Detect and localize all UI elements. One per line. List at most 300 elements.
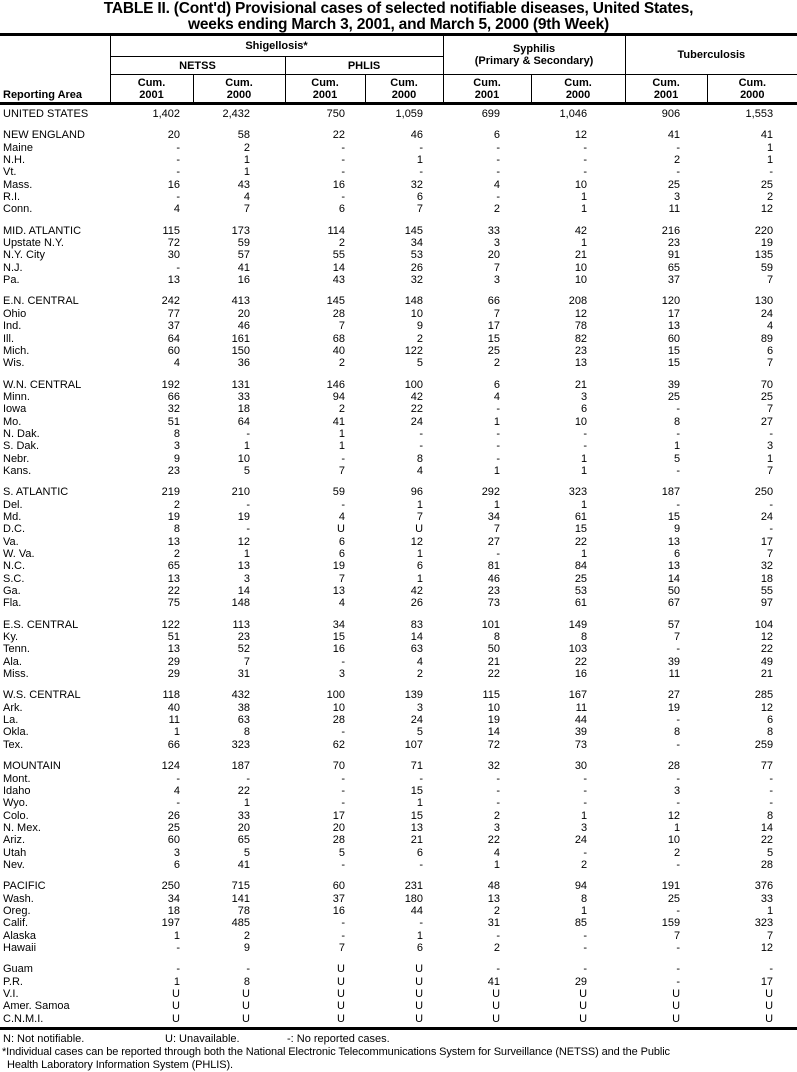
value-cell: 39 bbox=[667, 655, 681, 668]
table-row bbox=[0, 179, 797, 191]
table-row bbox=[0, 249, 797, 261]
value-cell: 7 bbox=[493, 261, 501, 274]
value-cell: U bbox=[765, 1000, 774, 1013]
reporting-area-cell: Ohio bbox=[3, 307, 27, 320]
value-cell: 2 bbox=[338, 357, 345, 370]
value-cell: 3 bbox=[493, 821, 501, 834]
value-cell: 8 bbox=[243, 726, 250, 739]
value-cell: 131 bbox=[231, 378, 250, 391]
value-cell: - bbox=[496, 427, 501, 440]
value-cell: 6 bbox=[416, 560, 424, 573]
value-cell: 15 bbox=[667, 357, 681, 370]
value-cell: 25 bbox=[167, 821, 180, 834]
value-cell: 64 bbox=[167, 332, 180, 345]
value-cell: 5 bbox=[416, 357, 424, 370]
value-cell: U bbox=[415, 523, 424, 536]
value-cell: 104 bbox=[754, 618, 774, 631]
value-cell: 3 bbox=[338, 668, 345, 681]
reporting-area-cell: Iowa bbox=[3, 403, 27, 416]
value-cell: 22 bbox=[760, 834, 774, 847]
value-cell: 73 bbox=[487, 597, 501, 610]
value-cell: 26 bbox=[167, 809, 180, 822]
value-cell: 31 bbox=[487, 917, 501, 930]
value-cell: 24 bbox=[410, 714, 424, 727]
value-cell: - bbox=[496, 440, 501, 453]
cum-year-header: Cum. 2000 bbox=[707, 75, 797, 104]
value-cell: 13 bbox=[167, 572, 180, 585]
reporting-area-cell: Wyo. bbox=[3, 797, 28, 810]
footnote-line1: *Individual cases can be reported through both the National Electronic Telecommunications System for Surveillance (NETSS) and the Public bbox=[2, 1046, 670, 1059]
reporting-area-cell: Mo. bbox=[3, 415, 22, 428]
value-cell: 180 bbox=[404, 892, 424, 905]
value-cell: 6 bbox=[580, 403, 588, 416]
value-cell: 1 bbox=[416, 572, 424, 585]
value-cell: 44 bbox=[574, 714, 588, 727]
value-cell: - bbox=[496, 784, 501, 797]
value-cell: 61 bbox=[574, 597, 588, 610]
value-cell: 8 bbox=[173, 427, 180, 440]
value-cell: 22 bbox=[332, 129, 345, 142]
table-row bbox=[0, 871, 797, 892]
value-cell: 7 bbox=[243, 655, 250, 668]
value-cell: - bbox=[676, 643, 681, 656]
value-cell: 59 bbox=[332, 486, 345, 499]
reporting-area-cell: Ga. bbox=[3, 585, 21, 598]
value-cell: U bbox=[172, 1000, 180, 1013]
value-cell: 4 bbox=[173, 357, 180, 370]
value-cell: 6 bbox=[493, 378, 501, 391]
value-cell: 84 bbox=[574, 560, 588, 573]
value-cell: 43 bbox=[237, 178, 250, 191]
page-title-line2: weeks ending March 3, 2001, and March 5, 2000 (9th Week) bbox=[188, 16, 609, 33]
table-row bbox=[0, 714, 797, 726]
value-cell: 24 bbox=[760, 307, 774, 320]
reporting-area-cell: Tex. bbox=[3, 738, 24, 751]
value-cell: 31 bbox=[237, 668, 250, 681]
value-cell: 32 bbox=[487, 760, 501, 773]
value-cell: 37 bbox=[332, 892, 345, 905]
value-cell: U bbox=[337, 963, 345, 976]
value-cell: 25 bbox=[667, 892, 681, 905]
cum-year-header: Cum. 2000 bbox=[193, 75, 285, 104]
table-row bbox=[0, 631, 797, 643]
value-cell: - bbox=[341, 726, 345, 739]
value-cell: - bbox=[583, 772, 588, 785]
reporting-area-cell: Wis. bbox=[3, 357, 25, 370]
value-cell: 173 bbox=[231, 224, 250, 237]
value-cell: 122 bbox=[161, 618, 180, 631]
value-cell: 71 bbox=[410, 760, 424, 773]
table-row bbox=[0, 104, 797, 121]
value-cell: 66 bbox=[487, 295, 501, 308]
reporting-area-cell: P.R. bbox=[3, 975, 23, 988]
value-cell: 36 bbox=[237, 357, 250, 370]
value-cell: 39 bbox=[574, 726, 588, 739]
value-cell: 7 bbox=[766, 403, 774, 416]
value-cell: 7 bbox=[766, 464, 774, 477]
value-cell: 7 bbox=[673, 631, 681, 644]
value-cell: - bbox=[176, 166, 180, 179]
value-cell: 16 bbox=[167, 178, 180, 191]
value-cell: - bbox=[676, 166, 681, 179]
value-cell: 4 bbox=[493, 390, 501, 403]
table-row bbox=[0, 536, 797, 548]
value-cell: - bbox=[419, 440, 424, 453]
value-cell: 323 bbox=[231, 738, 250, 751]
value-cell: 8 bbox=[766, 726, 774, 739]
value-cell: 65 bbox=[237, 834, 250, 847]
value-cell: 66 bbox=[167, 390, 180, 403]
reporting-area-cell: Ariz. bbox=[3, 834, 25, 847]
value-cell: 59 bbox=[760, 261, 774, 274]
value-cell: 145 bbox=[404, 224, 424, 237]
table-row bbox=[0, 822, 797, 834]
reporting-area-cell: Del. bbox=[3, 498, 23, 511]
value-cell: 1 bbox=[338, 440, 345, 453]
value-cell: 2 bbox=[493, 904, 501, 917]
page-title-line1: TABLE II. (Cont'd) Provisional cases of selected notifiable diseases, United States, bbox=[103, 0, 694, 17]
table-row bbox=[0, 357, 797, 369]
value-cell: - bbox=[496, 963, 501, 976]
value-cell: 39 bbox=[667, 378, 681, 391]
reporting-area-cell: Maine bbox=[3, 141, 33, 154]
value-cell: 57 bbox=[237, 249, 250, 262]
reporting-area-cell: Upstate N.Y. bbox=[3, 237, 64, 250]
notifiable-diseases-table bbox=[0, 36, 797, 1025]
reporting-area-cell: Ala. bbox=[3, 655, 22, 668]
value-cell: 21 bbox=[574, 249, 588, 262]
value-cell: 7 bbox=[338, 941, 345, 954]
reporting-area-cell: Colo. bbox=[3, 809, 29, 822]
value-cell: - bbox=[176, 261, 180, 274]
value-cell: - bbox=[496, 154, 501, 167]
reporting-area-cell: N.J. bbox=[3, 261, 23, 274]
reporting-area-cell: D.C. bbox=[3, 523, 25, 536]
value-cell: - bbox=[496, 929, 501, 942]
value-cell: 29 bbox=[574, 975, 588, 988]
value-cell: 25 bbox=[667, 390, 681, 403]
value-cell: 42 bbox=[410, 390, 424, 403]
table-row bbox=[0, 237, 797, 249]
value-cell: 118 bbox=[162, 689, 180, 702]
value-cell: 8 bbox=[580, 892, 588, 905]
value-cell: 7 bbox=[766, 929, 774, 942]
value-cell: - bbox=[341, 784, 345, 797]
value-cell: 23 bbox=[167, 464, 180, 477]
value-cell: 24 bbox=[410, 415, 424, 428]
reporting-area-cell: Nev. bbox=[3, 858, 25, 871]
value-cell: 41 bbox=[487, 975, 501, 988]
reporting-area-cell: Wash. bbox=[3, 892, 34, 905]
value-cell: 1 bbox=[243, 154, 250, 167]
value-cell: 50 bbox=[667, 585, 681, 598]
table-row bbox=[0, 440, 797, 452]
value-cell: 26 bbox=[410, 261, 424, 274]
value-cell: U bbox=[172, 988, 180, 1000]
table-row bbox=[0, 668, 797, 680]
value-cell: 8 bbox=[673, 726, 681, 739]
value-cell: 29 bbox=[167, 655, 180, 668]
value-cell: 146 bbox=[326, 378, 345, 391]
reporting-area-cell: Miss. bbox=[3, 668, 29, 681]
value-cell: 1 bbox=[416, 154, 424, 167]
value-cell: - bbox=[769, 523, 774, 536]
value-cell: 20 bbox=[237, 307, 250, 320]
value-cell: 43 bbox=[332, 274, 345, 287]
table-row bbox=[0, 203, 797, 215]
value-cell: 1 bbox=[243, 797, 250, 810]
value-cell: 70 bbox=[332, 760, 345, 773]
value-cell: 57 bbox=[667, 618, 681, 631]
value-cell: 44 bbox=[410, 904, 424, 917]
table-row bbox=[0, 739, 797, 751]
table-row bbox=[0, 930, 797, 942]
reporting-area-cell: Okla. bbox=[3, 726, 29, 739]
syphilis-group-header bbox=[443, 36, 625, 75]
value-cell: U bbox=[765, 988, 774, 1000]
value-cell: 242 bbox=[161, 295, 180, 308]
cum-year-header: Cum. 2001 bbox=[285, 75, 365, 104]
reporting-area-cell: C.N.M.I. bbox=[3, 1012, 44, 1025]
value-cell: 55 bbox=[332, 249, 345, 262]
value-cell: 2 bbox=[580, 858, 588, 871]
value-cell: - bbox=[676, 738, 681, 751]
value-cell: 6 bbox=[766, 344, 774, 357]
table-row bbox=[0, 453, 797, 465]
value-cell: 10 bbox=[574, 415, 588, 428]
value-cell: - bbox=[419, 141, 424, 154]
value-cell: - bbox=[769, 784, 774, 797]
value-cell: 7 bbox=[338, 572, 345, 585]
value-cell: 4 bbox=[766, 320, 774, 333]
value-cell: 6 bbox=[416, 191, 424, 204]
value-cell: 1 bbox=[580, 904, 588, 917]
table-row bbox=[0, 274, 797, 286]
value-cell: 13 bbox=[167, 643, 180, 656]
value-cell: - bbox=[676, 941, 681, 954]
value-cell: 7 bbox=[338, 464, 345, 477]
value-cell: 4 bbox=[173, 784, 180, 797]
value-cell: 82 bbox=[574, 332, 588, 345]
footnote-line2: Health Laboratory Information System (PHLIS). bbox=[7, 1059, 233, 1072]
value-cell: 34 bbox=[410, 237, 424, 250]
value-cell: 2 bbox=[338, 403, 345, 416]
value-cell: 1 bbox=[338, 427, 345, 440]
reporting-area-cell: Mont. bbox=[3, 772, 31, 785]
value-cell: 16 bbox=[332, 904, 345, 917]
value-cell: 12 bbox=[574, 307, 588, 320]
value-cell: 7 bbox=[766, 274, 774, 287]
reporting-area-cell: N.C. bbox=[3, 560, 25, 573]
value-cell: 58 bbox=[237, 129, 250, 142]
value-cell: 70 bbox=[760, 378, 774, 391]
value-cell: 14 bbox=[760, 821, 774, 834]
table-row bbox=[0, 905, 797, 917]
table-row bbox=[0, 548, 797, 560]
value-cell: 1 bbox=[243, 548, 250, 560]
value-cell: 3 bbox=[493, 237, 501, 250]
value-cell: 20 bbox=[487, 249, 501, 262]
reporting-area-cell: Ky. bbox=[3, 631, 19, 644]
table-row bbox=[0, 573, 797, 585]
reporting-area-cell: Guam bbox=[3, 963, 33, 976]
value-cell: U bbox=[579, 988, 588, 1000]
value-cell: 1 bbox=[416, 548, 424, 560]
value-cell: 2 bbox=[416, 668, 424, 681]
value-cell: U bbox=[672, 1000, 681, 1013]
value-cell: 191 bbox=[661, 880, 681, 893]
table-row bbox=[0, 216, 797, 237]
value-cell: 12 bbox=[574, 129, 588, 142]
value-cell: 3 bbox=[173, 846, 180, 859]
value-cell: 1 bbox=[416, 797, 424, 810]
value-cell: 100 bbox=[326, 689, 345, 702]
value-cell: 50 bbox=[487, 643, 501, 656]
value-cell: 4 bbox=[416, 655, 424, 668]
value-cell: 1 bbox=[580, 452, 588, 465]
value-cell: 19 bbox=[667, 701, 681, 714]
value-cell: 32 bbox=[167, 403, 180, 416]
value-cell: 15 bbox=[487, 332, 501, 345]
table-row bbox=[0, 726, 797, 738]
table-row bbox=[0, 560, 797, 572]
value-cell: 6 bbox=[338, 548, 345, 560]
value-cell: - bbox=[583, 929, 588, 942]
value-cell: 6 bbox=[338, 203, 345, 216]
value-cell: - bbox=[419, 772, 424, 785]
value-cell: 4 bbox=[493, 178, 501, 191]
reporting-area-cell: Kans. bbox=[3, 464, 32, 477]
value-cell: 145 bbox=[326, 295, 345, 308]
value-cell: - bbox=[176, 191, 180, 204]
reporting-area-cell: Calif. bbox=[3, 917, 29, 930]
table-row bbox=[0, 702, 797, 714]
value-cell: 100 bbox=[404, 378, 424, 391]
value-cell: 1,059 bbox=[395, 108, 424, 120]
value-cell: 9 bbox=[416, 320, 424, 333]
table-row bbox=[0, 403, 797, 415]
value-cell: 285 bbox=[754, 689, 774, 702]
cum-year-header: Cum. 2001 bbox=[625, 75, 707, 104]
value-cell: 13 bbox=[237, 560, 250, 573]
value-cell: U bbox=[415, 975, 424, 988]
value-cell: 231 bbox=[404, 880, 424, 893]
value-cell: - bbox=[676, 797, 681, 810]
value-cell: 17 bbox=[760, 975, 774, 988]
value-cell: 11 bbox=[168, 714, 180, 727]
value-cell: 78 bbox=[574, 320, 588, 333]
value-cell: - bbox=[769, 797, 774, 810]
value-cell: 89 bbox=[760, 332, 774, 345]
value-cell: 1 bbox=[416, 498, 424, 511]
value-cell: 115 bbox=[162, 224, 180, 237]
value-cell: 94 bbox=[332, 390, 345, 403]
value-cell: 1 bbox=[173, 975, 180, 988]
value-cell: 5 bbox=[243, 846, 250, 859]
value-cell: U bbox=[337, 988, 345, 1000]
value-cell: 2 bbox=[243, 141, 250, 154]
value-cell: - bbox=[496, 403, 501, 416]
value-cell: 192 bbox=[161, 378, 180, 391]
value-cell: 8 bbox=[766, 809, 774, 822]
value-cell: - bbox=[676, 975, 681, 988]
value-cell: 16 bbox=[574, 668, 588, 681]
value-cell: 11 bbox=[575, 701, 588, 714]
reporting-area-cell: Va. bbox=[3, 535, 19, 548]
value-cell: 19 bbox=[332, 560, 345, 573]
value-cell: - bbox=[496, 772, 501, 785]
value-cell: 34 bbox=[487, 510, 501, 523]
value-cell: U bbox=[337, 1012, 345, 1025]
value-cell: 9 bbox=[673, 523, 681, 536]
value-cell: - bbox=[676, 858, 681, 871]
value-cell: - bbox=[769, 427, 774, 440]
cum-year-header: Cum. 2001 bbox=[443, 75, 531, 104]
value-cell: 34 bbox=[167, 892, 180, 905]
reporting-area-cell: Md. bbox=[3, 510, 22, 523]
value-cell: 13 bbox=[167, 274, 180, 287]
value-cell: U bbox=[337, 523, 345, 536]
value-cell: 30 bbox=[574, 760, 588, 773]
value-cell: 15 bbox=[410, 809, 424, 822]
value-cell: 30 bbox=[167, 249, 180, 262]
value-cell: 4 bbox=[493, 846, 501, 859]
value-cell: 17 bbox=[332, 809, 345, 822]
value-cell: 32 bbox=[410, 274, 424, 287]
value-cell: 83 bbox=[410, 618, 424, 631]
value-cell: 113 bbox=[232, 618, 250, 631]
value-cell: 21 bbox=[760, 668, 774, 681]
value-cell: 7 bbox=[338, 320, 345, 333]
value-cell: 150 bbox=[231, 344, 250, 357]
value-cell: 17 bbox=[667, 307, 681, 320]
value-cell: U bbox=[242, 1000, 250, 1013]
value-cell: 5 bbox=[766, 846, 774, 859]
value-cell: 15 bbox=[332, 631, 345, 644]
value-cell: - bbox=[676, 464, 681, 477]
value-cell: 23 bbox=[574, 344, 588, 357]
value-cell: 2 bbox=[673, 154, 681, 167]
table-row bbox=[0, 610, 797, 631]
value-cell: 22 bbox=[487, 834, 501, 847]
phlis-subheader: PHLIS bbox=[285, 57, 443, 75]
reporting-area-cell: Idaho bbox=[3, 784, 31, 797]
table-row bbox=[0, 286, 797, 307]
reporting-area-cell: La. bbox=[3, 714, 19, 727]
value-cell: U bbox=[337, 975, 345, 988]
value-cell: - bbox=[583, 784, 588, 797]
value-cell: 3 bbox=[416, 701, 424, 714]
value-cell: - bbox=[341, 191, 345, 204]
table-row bbox=[0, 154, 797, 166]
value-cell: 3 bbox=[673, 191, 681, 204]
value-cell: 159 bbox=[661, 917, 681, 930]
value-cell: 3 bbox=[673, 784, 681, 797]
value-cell: 208 bbox=[568, 295, 588, 308]
value-cell: 7 bbox=[416, 510, 424, 523]
value-cell: 5 bbox=[673, 452, 681, 465]
value-cell: 216 bbox=[661, 224, 681, 237]
value-cell: 3 bbox=[766, 440, 774, 453]
value-cell: 1 bbox=[580, 548, 588, 560]
reporting-area-cell: V.I. bbox=[3, 988, 19, 1000]
reporting-area-cell: Ark. bbox=[3, 701, 23, 714]
value-cell: 16 bbox=[332, 643, 345, 656]
value-cell: U bbox=[242, 1012, 250, 1025]
value-cell: - bbox=[341, 772, 345, 785]
value-cell: 5 bbox=[416, 726, 424, 739]
value-cell: 13 bbox=[332, 585, 345, 598]
